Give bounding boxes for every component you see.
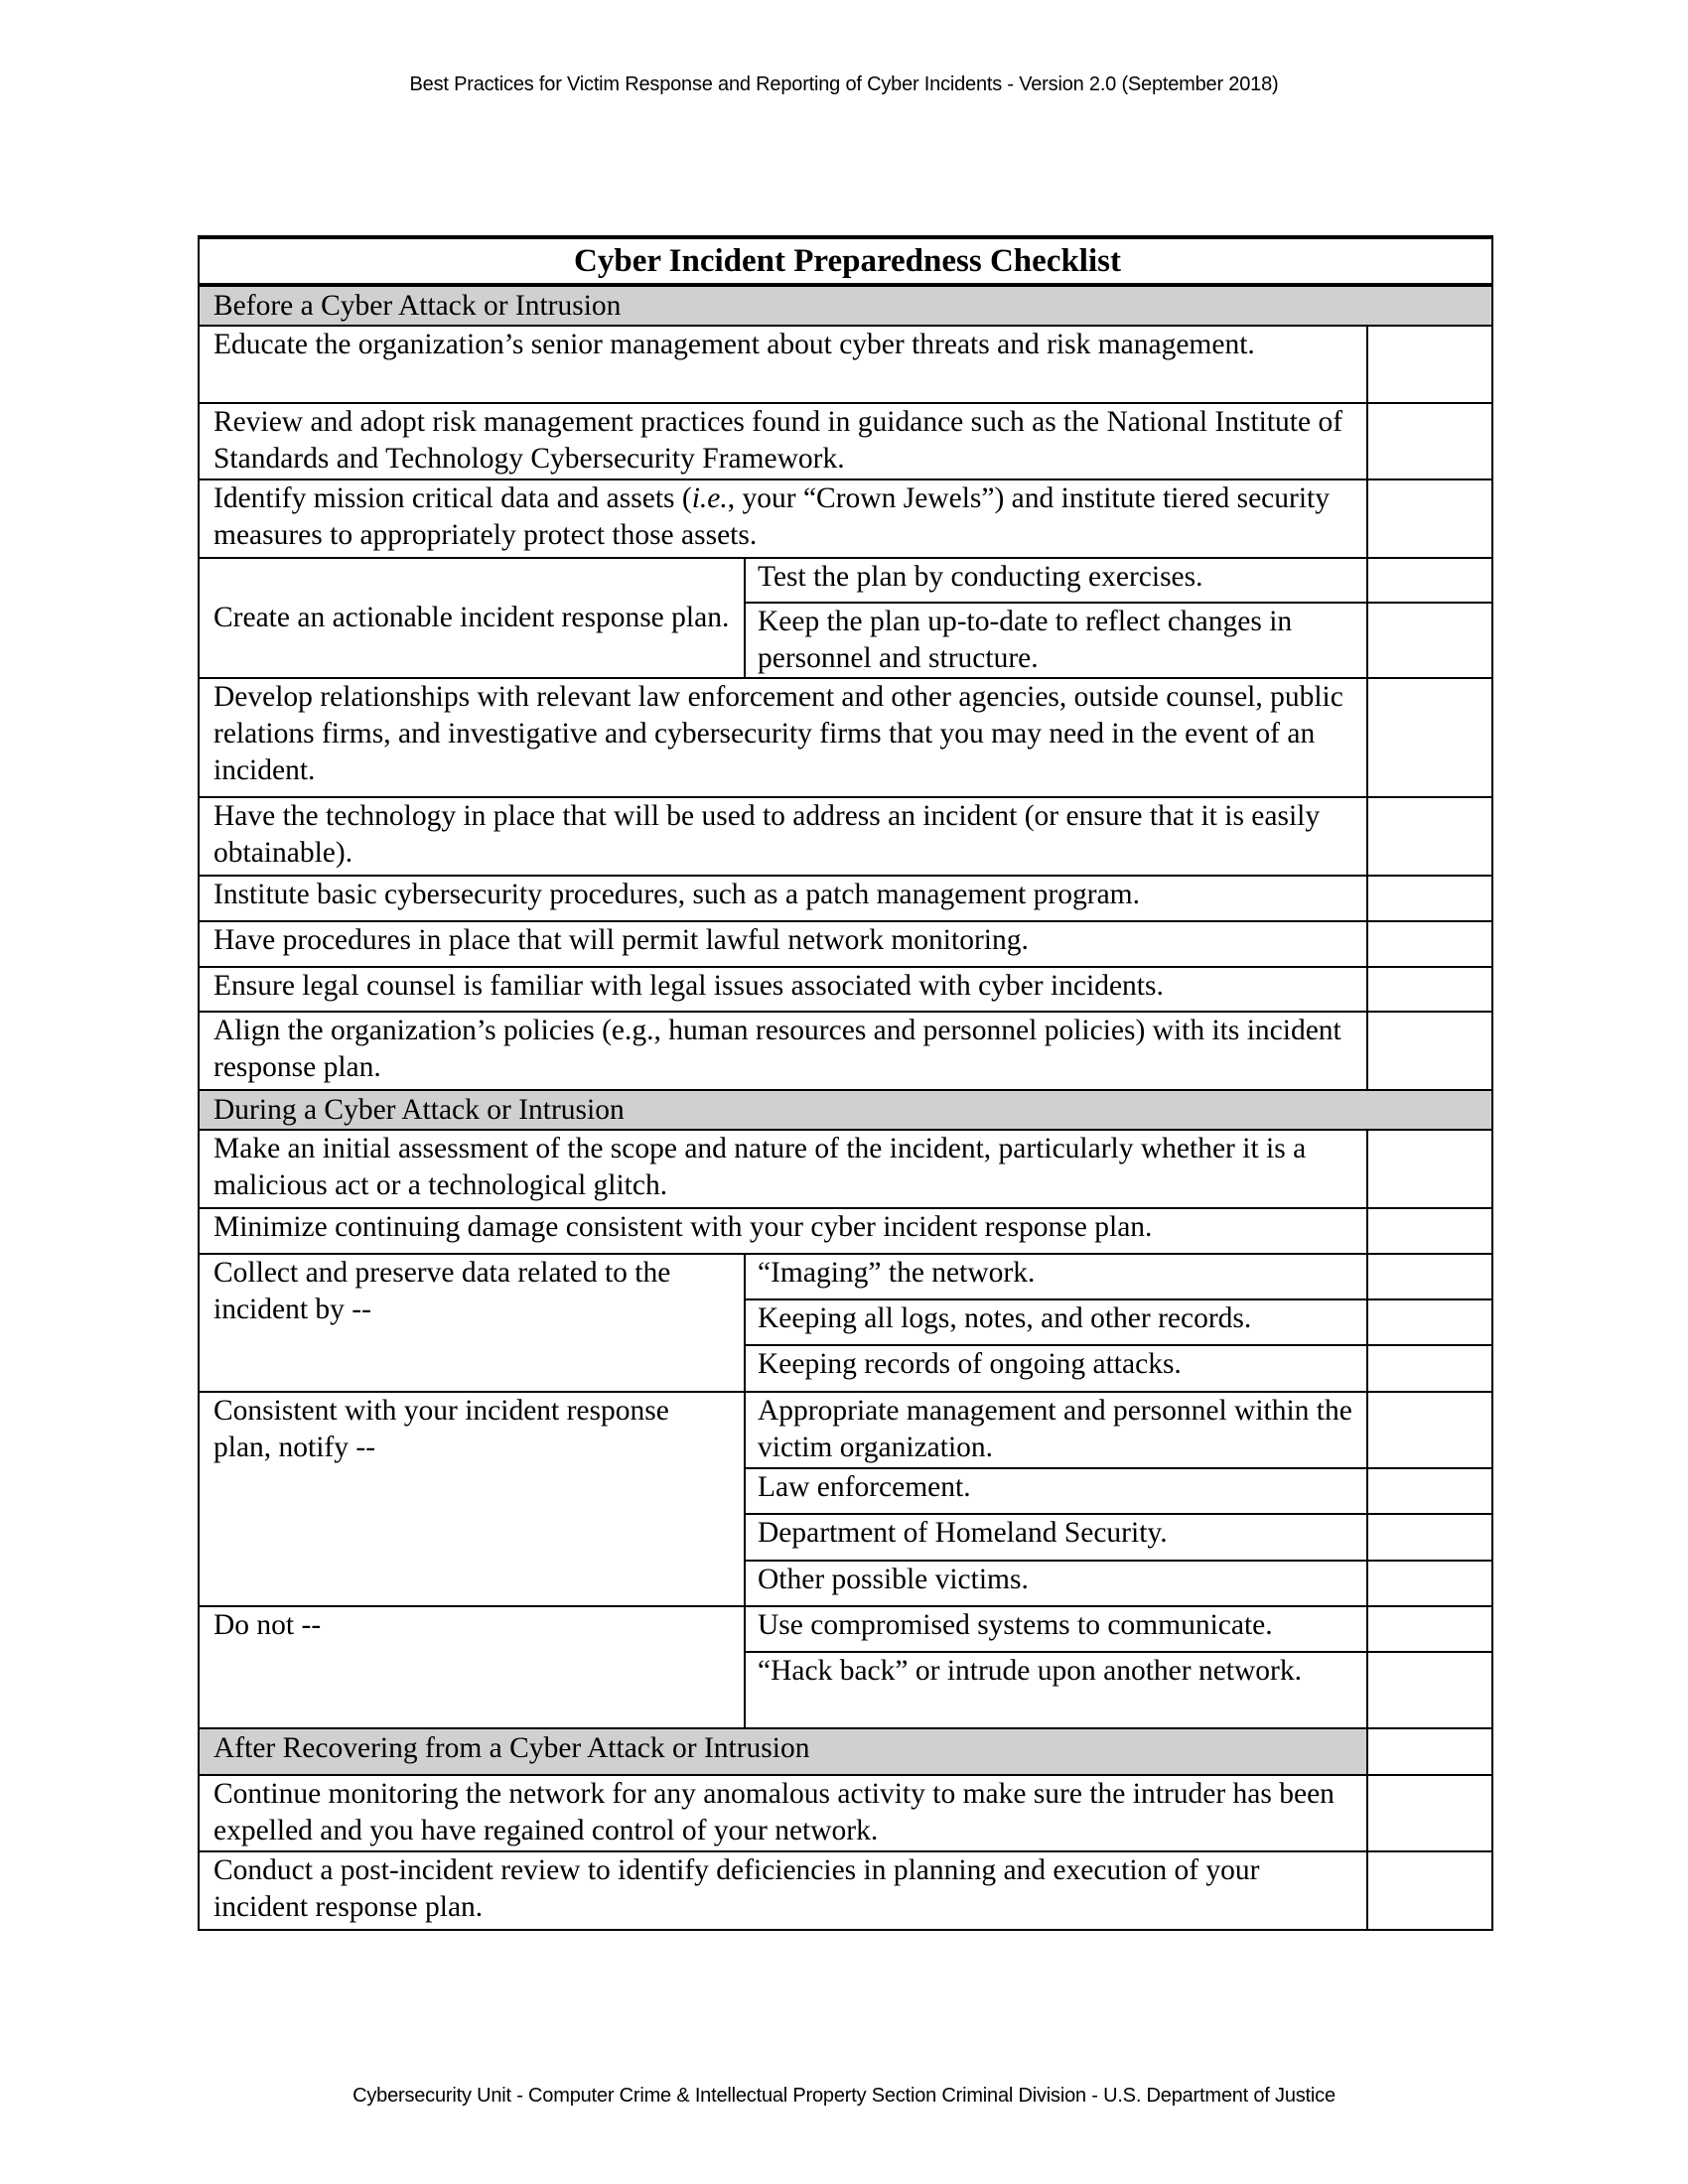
checkbox-cell[interactable]	[1367, 403, 1492, 479]
section-header-row	[199, 1728, 1492, 1775]
item-text	[199, 479, 1367, 558]
checklist-row	[199, 403, 1492, 479]
section-header-row	[199, 1090, 1492, 1130]
checkbox-cell[interactable]	[1367, 1606, 1492, 1652]
checkbox-cell[interactable]	[1367, 967, 1492, 1012]
subitem-text: Test the plan by conducting exercises.	[745, 558, 1367, 603]
checkbox-cell[interactable]	[1367, 1851, 1492, 1930]
checkbox-cell[interactable]	[1367, 1130, 1492, 1208]
subitem-text: Department of Homeland Security.	[745, 1514, 1367, 1561]
preparedness-checklist-table	[198, 235, 1493, 1931]
checklist-row	[199, 797, 1492, 876]
subitem-text: Law enforcement.	[745, 1468, 1367, 1514]
checkbox-cell[interactable]	[1367, 558, 1492, 603]
item-text-post: , your “Crown Jewels”) and institute tiered security measures to appropriately protect those assets.	[213, 482, 1330, 551]
checkbox-cell[interactable]	[1367, 326, 1492, 403]
checkbox-cell[interactable]	[1367, 1514, 1492, 1561]
checkbox-cell[interactable]	[1367, 1254, 1492, 1299]
checkbox-cell[interactable]	[1367, 876, 1492, 921]
subitem-text: “Hack back” or intrude upon another network.	[745, 1652, 1367, 1728]
checkbox-cell[interactable]	[1367, 1561, 1492, 1606]
subitem-text: Use compromised systems to communicate.	[745, 1606, 1367, 1652]
checklist-row	[199, 876, 1492, 921]
checkbox-cell[interactable]	[1367, 1728, 1492, 1775]
item-text: Make an initial assessment of the scope and nature of the incident, particularly whether it is a malicious act or a technological glitch.	[199, 1130, 1367, 1208]
subitem-text: Other possible victims.	[745, 1561, 1367, 1606]
checklist-row	[199, 1606, 1492, 1652]
checkbox-cell[interactable]	[1367, 1345, 1492, 1392]
checklist-row	[199, 1130, 1492, 1208]
checklist-title: Cyber Incident Preparedness Checklist	[199, 237, 1492, 285]
checklist-row	[199, 1775, 1492, 1851]
checklist-row	[199, 1392, 1492, 1468]
checklist-row	[199, 967, 1492, 1012]
item-text: Align the organization’s policies (e.g., human resources and personnel policies) with its incident response plan.	[199, 1012, 1367, 1090]
checklist-row	[199, 921, 1492, 967]
item-text: Ensure legal counsel is familiar with legal issues associated with cyber incidents.	[199, 967, 1367, 1012]
checklist-row	[199, 326, 1492, 403]
checkbox-cell[interactable]	[1367, 921, 1492, 967]
running-footer: Cybersecurity Unit - Computer Crime & Intellectual Property Section Criminal Division - U.S. Department of Justice	[352, 2085, 1336, 2107]
section-header-before: Before a Cyber Attack or Intrusion	[199, 285, 1492, 326]
checklist-row	[199, 1208, 1492, 1254]
item-text: Develop relationships with relevant law enforcement and other agencies, outside counsel, public relations firms, and investigative and cybersecurity firms that you may need in the event of an incident.	[199, 678, 1367, 797]
checklist-row	[199, 1254, 1492, 1299]
section-header-during: During a Cyber Attack or Intrusion	[199, 1090, 1492, 1130]
subitem-text: “Imaging” the network.	[745, 1254, 1367, 1299]
checkbox-cell[interactable]	[1367, 603, 1492, 678]
checkbox-cell[interactable]	[1367, 1012, 1492, 1090]
checklist-row	[199, 558, 1492, 603]
section-header-after: After Recovering from a Cyber Attack or Intrusion	[199, 1728, 1367, 1775]
item-text: Institute basic cybersecurity procedures, such as a patch management program.	[199, 876, 1367, 921]
title-row	[199, 237, 1492, 285]
subitem-text: Keeping records of ongoing attacks.	[745, 1345, 1367, 1392]
subitem-text: Keeping all logs, notes, and other records.	[745, 1299, 1367, 1345]
checklist-row	[199, 479, 1492, 558]
subitem-text: Keep the plan up-to-date to reflect changes in personnel and structure.	[745, 603, 1367, 678]
checkbox-cell[interactable]	[1367, 1775, 1492, 1851]
checklist-row	[199, 1851, 1492, 1930]
subitem-text: Appropriate management and personnel within the victim organization.	[745, 1392, 1367, 1468]
checkbox-cell[interactable]	[1367, 1468, 1492, 1514]
checkbox-cell[interactable]	[1367, 678, 1492, 797]
section-header-row	[199, 285, 1492, 326]
item-text: Have procedures in place that will permit lawful network monitoring.	[199, 921, 1367, 967]
checkbox-cell[interactable]	[1367, 479, 1492, 558]
item-text: Review and adopt risk management practices found in guidance such as the National Institute of Standards and Technology Cybersecurity Framework.	[199, 403, 1367, 479]
item-text: Continue monitoring the network for any anomalous activity to make sure the intruder has been expelled and you have regained control of your network.	[199, 1775, 1367, 1851]
checkbox-cell[interactable]	[1367, 1208, 1492, 1254]
checkbox-cell[interactable]	[1367, 1299, 1492, 1345]
checkbox-cell[interactable]	[1367, 1652, 1492, 1728]
item-text-italic: i.e.	[691, 482, 728, 514]
checkbox-cell[interactable]	[1367, 797, 1492, 876]
group-label-create-plan: Create an actionable incident response plan.	[199, 558, 745, 678]
running-header: Best Practices for Victim Response and Reporting of Cyber Incidents - Version 2.0 (September 2018)	[409, 73, 1279, 95]
item-text: Conduct a post-incident review to identify deficiencies in planning and execution of your incident response plan.	[199, 1851, 1367, 1930]
group-label-notify: Consistent with your incident response plan, notify --	[199, 1392, 745, 1606]
group-label-do-not: Do not --	[199, 1606, 745, 1728]
group-label-collect: Collect and preserve data related to the incident by --	[199, 1254, 745, 1392]
item-text: Minimize continuing damage consistent with your cyber incident response plan.	[199, 1208, 1367, 1254]
item-text: Educate the organization’s senior management about cyber threats and risk management.	[199, 326, 1367, 403]
checklist-row	[199, 1012, 1492, 1090]
checkbox-cell[interactable]	[1367, 1392, 1492, 1468]
checklist-row	[199, 678, 1492, 797]
item-text: Have the technology in place that will be used to address an incident (or ensure that it is easily obtainable).	[199, 797, 1367, 876]
item-text-pre: Identify mission critical data and assets (	[213, 482, 692, 514]
